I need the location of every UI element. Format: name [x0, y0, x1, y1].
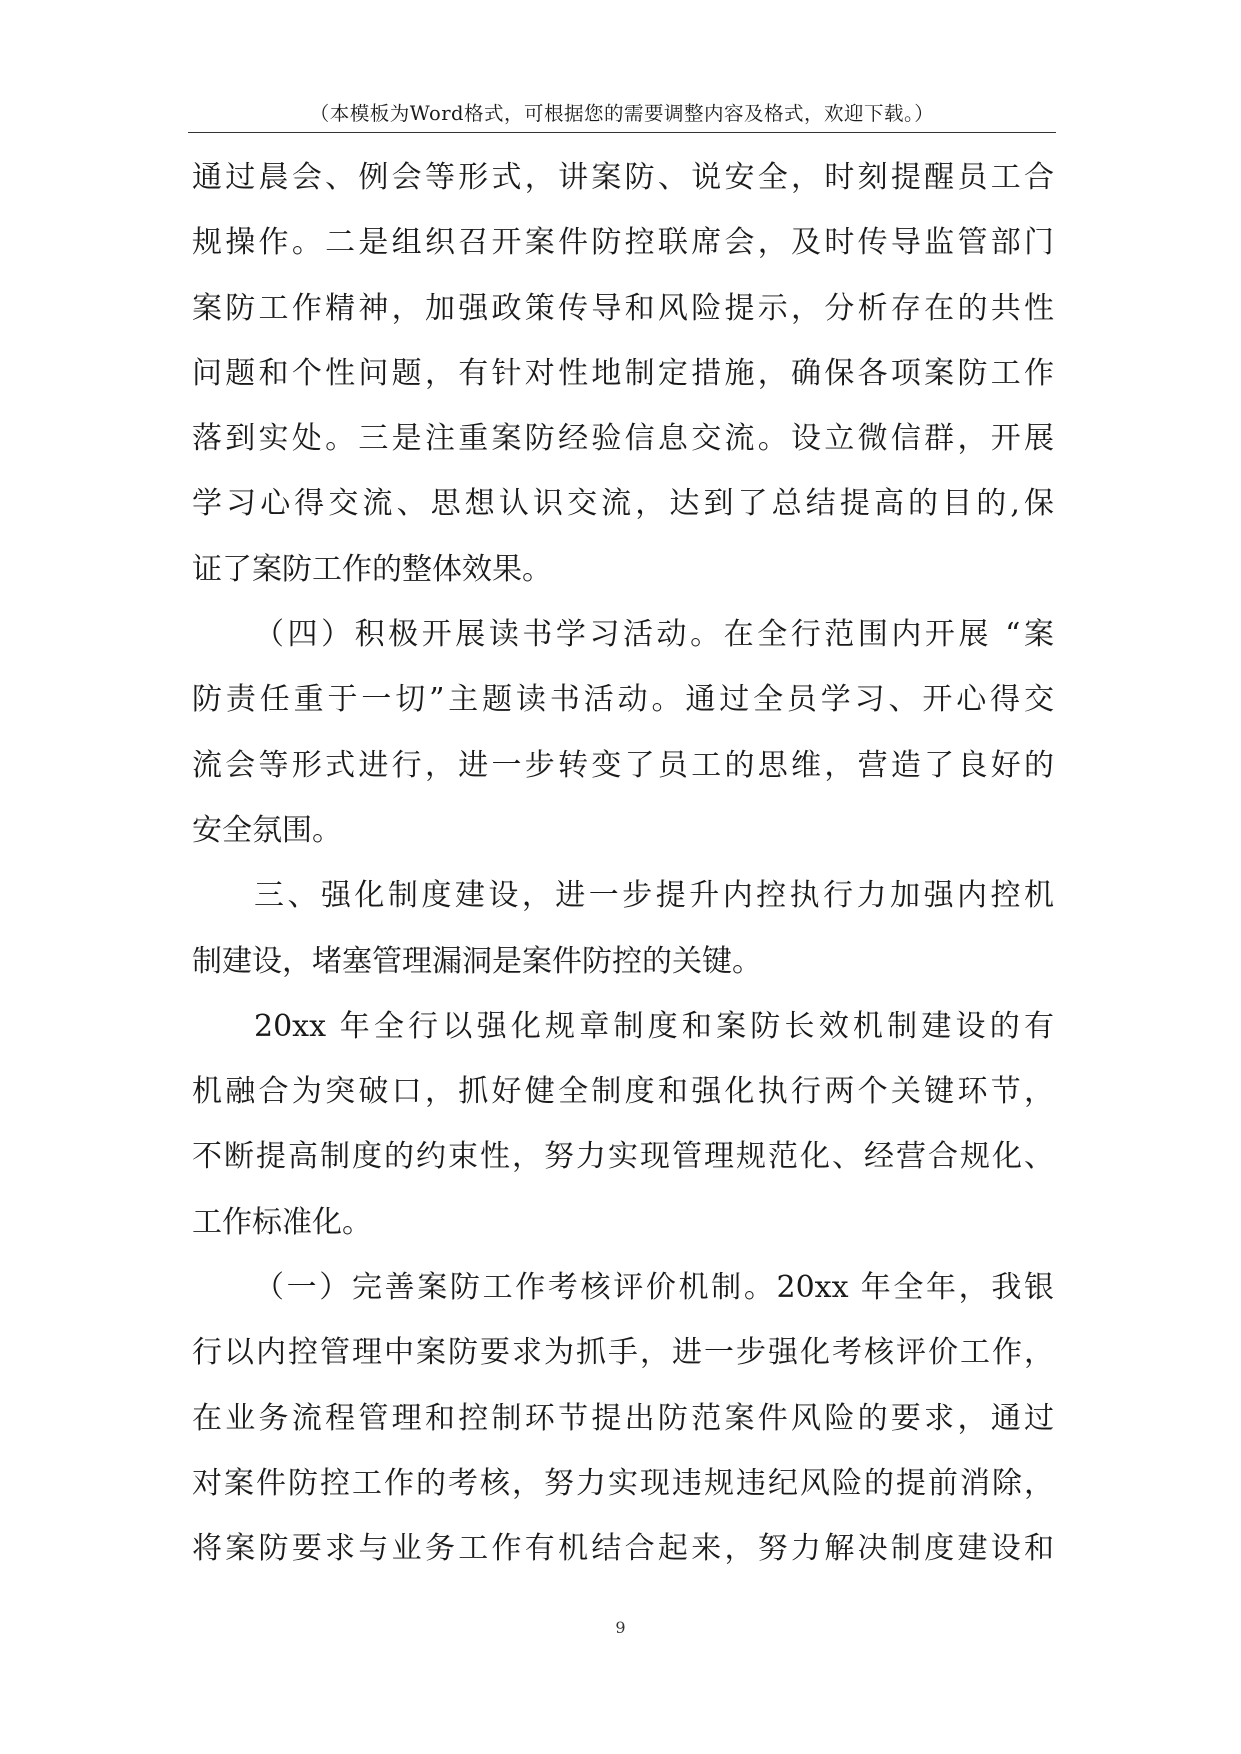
body-line: 行以内控管理中案防要求为抓手，进一步强化考核评价工作， [192, 1335, 1054, 1371]
body-line: 问题和个性问题，有针对性地制定措施，确保各项案防工作 [192, 355, 1054, 391]
body-line: 防责任重于一切”主题读书活动。通过全员学习、开心得交 [192, 682, 1054, 718]
body-line: 机融合为突破口，抓好健全制度和强化执行两个关键环节， [192, 1074, 1054, 1110]
page-number: 9 [615, 1618, 626, 1637]
section-heading-line: 制建设，堵塞管理漏洞是案件防控的关键。 [192, 943, 762, 979]
body-line: 工作标准化。 [192, 1204, 372, 1240]
paragraph-start-line: 20xx 年全行以强化规章制度和案防长效机制建设的有 [254, 1008, 1054, 1044]
body-line: 证了案防工作的整体效果。 [192, 551, 552, 587]
body-line: 通过晨会、例会等形式，讲案防、说安全，时刻提醒员工合 [192, 160, 1054, 195]
body-line: 在业务流程管理和控制环节提出防范案件风险的要求，通过 [192, 1400, 1054, 1436]
body-line: 流会等形式进行，进一步转变了员工的思维，营造了良好的 [192, 747, 1054, 783]
body-line: 不断提高制度的约束性，努力实现管理规范化、经营合规化、 [192, 1139, 1054, 1175]
body-line: 案防工作精神，加强政策传导和风险提示，分析存在的共性 [192, 290, 1054, 326]
template-note-header: （本模板为Word格式，可根据您的需要调整内容及格式，欢迎下载。） [188, 96, 1056, 133]
document-body [192, 145, 1054, 1582]
body-line: 将案防要求与业务工作有机结合起来，努力解决制度建设和 [192, 1531, 1054, 1567]
paragraph-start-line: （四）积极开展读书学习活动。在全行范围内开展 “案 [254, 617, 1054, 653]
body-line: 学习心得交流、思想认识交流，达到了总结提高的目的,保 [192, 486, 1054, 522]
paragraph-start-line: （一）完善案防工作考核评价机制。20xx 年全年，我银 [254, 1270, 1054, 1306]
section-heading-line: 三、强化制度建设，进一步提升内控执行力加强内控机 [254, 878, 1054, 914]
body-line: 对案件防控工作的考核，努力实现违规违纪风险的提前消除， [192, 1465, 1054, 1501]
body-line: 规操作。二是组织召开案件防控联席会，及时传导监管部门 [192, 225, 1054, 261]
body-line: 安全氛围。 [192, 812, 342, 848]
body-line: 落到实处。三是注重案防经验信息交流。设立微信群，开展 [192, 421, 1054, 457]
